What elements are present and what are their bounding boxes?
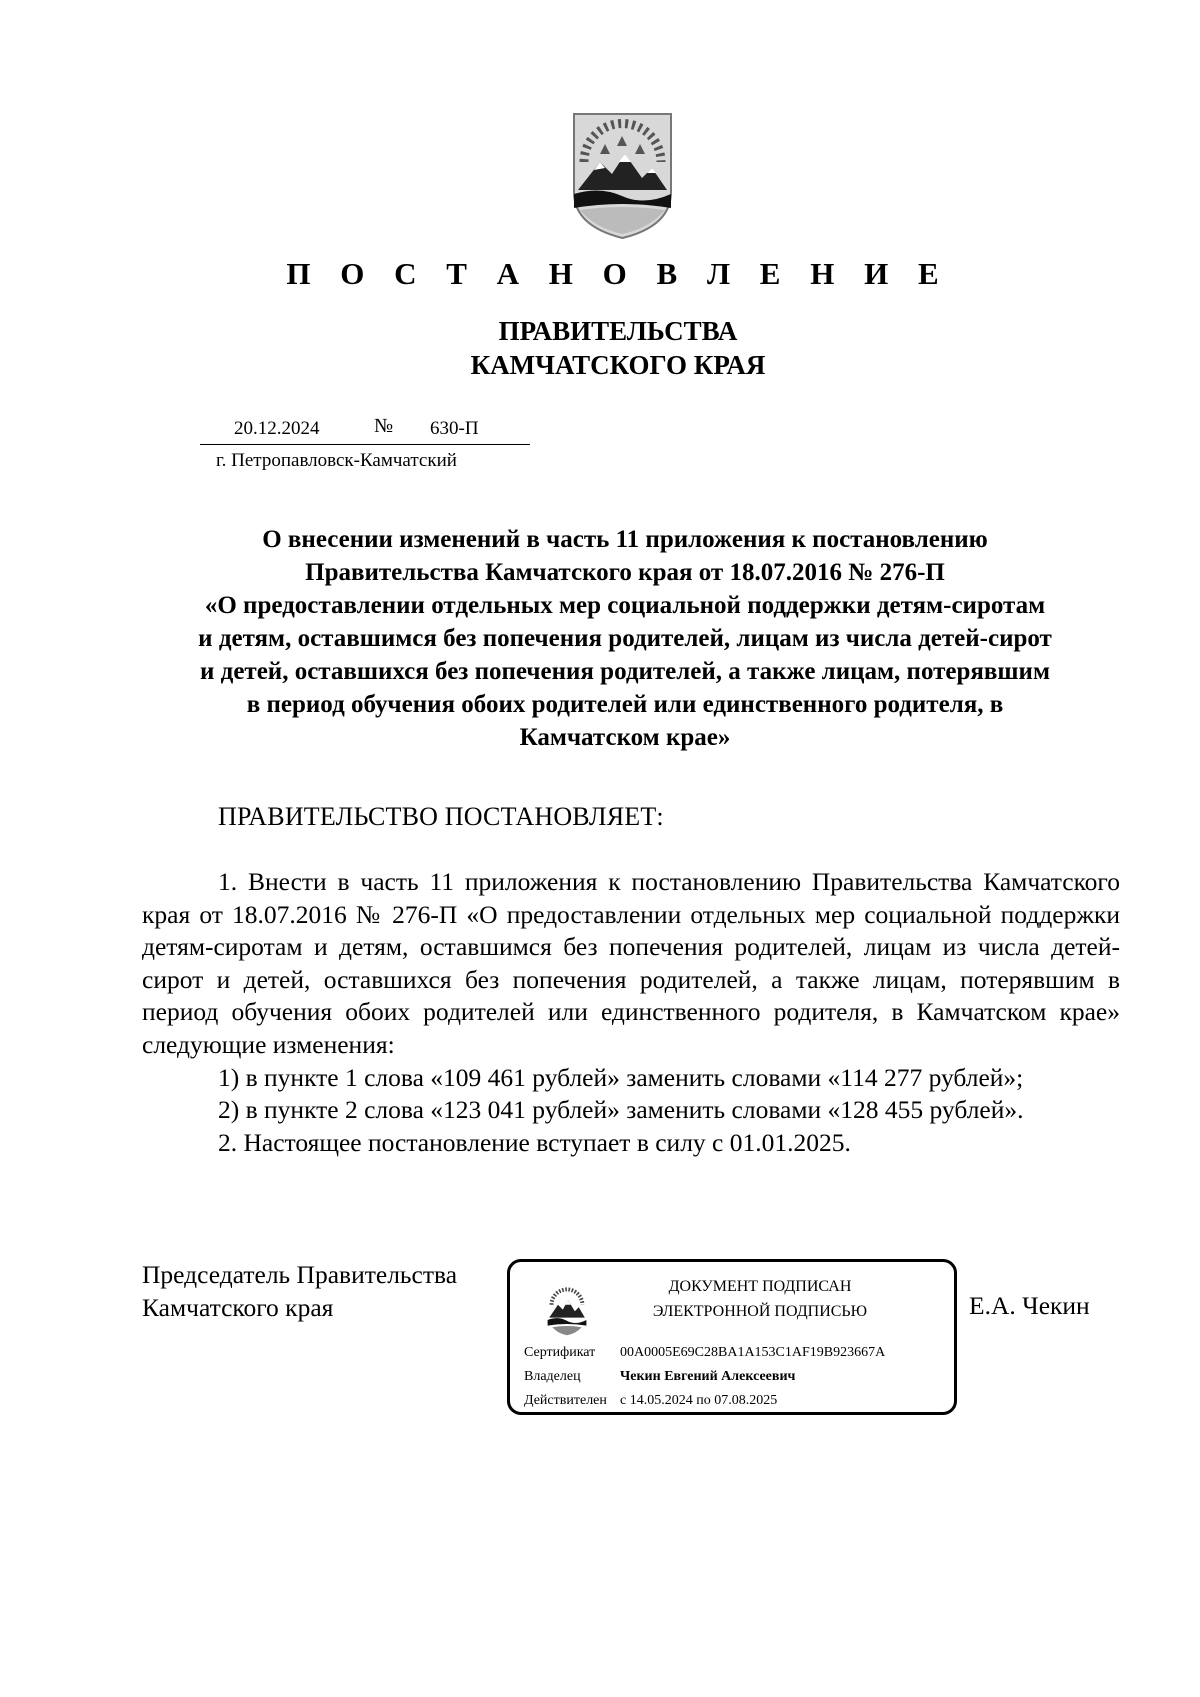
owner-value: Чекин Евгений Алексеевич xyxy=(620,1369,796,1384)
stamp-heading xyxy=(610,1274,910,1324)
issuer-line: ПРАВИТЕЛЬСТВА xyxy=(498,316,738,346)
electronic-signature-stamp xyxy=(507,1259,957,1415)
validity-label: Действителен xyxy=(524,1393,607,1408)
paragraph-1: 1. Внести в часть 11 приложения к постановлению Правительства Камчатского края от 18.07.2016 № 276-П «О предоставлении отдельных мер социальной поддержки детям-сиротам и детям, оставшимся без попечения родителей, лицам из числа детей-сирот и детей, оставшихся без попечения родителей, а также лицам, потерявшим в период обучения обоих родителей или единственного родителя, в Камчатском крае» следующие изменения: xyxy=(142,867,1120,1059)
document-title xyxy=(130,523,1120,754)
title-line: и детям, оставшимся без попечения родителей, лицам из числа детей-сирот xyxy=(198,625,1052,652)
title-line: «О предоставлении отдельных мер социальной поддержки детям-сиротам xyxy=(204,592,1046,619)
title-line: в период обучения обоих родителей или единственного родителя, в xyxy=(246,691,1004,718)
list-item: 2) в пункте 2 слова «123 041 рублей» заменить словами «128 455 рублей». xyxy=(218,1095,1024,1125)
date-number-row xyxy=(200,415,530,445)
stamp-heading-line: ДОКУМЕНТ ПОДПИСАН xyxy=(668,1278,852,1295)
title-line: Камчатском крае» xyxy=(519,724,731,751)
validity-value: с 14.05.2024 по 07.08.2025 xyxy=(620,1393,778,1408)
stamp-validity-row xyxy=(524,1393,777,1409)
coat-of-arms-icon xyxy=(546,1282,588,1338)
document-date: 20.12.2024 xyxy=(234,418,320,439)
title-line: О внесении изменений в часть 11 приложения к постановлению xyxy=(262,526,988,553)
certificate-value: 00A0005E69C28BA1A153C1AF19B923667A xyxy=(620,1345,886,1360)
stamp-certificate-row xyxy=(524,1345,885,1361)
position-line: Камчатского края xyxy=(142,1293,334,1322)
stamp-heading-line: ЭЛЕКТРОННОЙ ПОДПИСЬЮ xyxy=(652,1303,868,1320)
document-type: П О С Т А Н О В Л Е Н И Е xyxy=(286,256,950,291)
decree-heading: ПРАВИТЕЛЬСТВО ПОСТАНОВЛЯЕТ: xyxy=(218,802,664,831)
stamp-owner-row xyxy=(524,1369,795,1385)
document-number: 630-П xyxy=(430,418,479,439)
position-line: Председатель Правительства xyxy=(142,1260,458,1289)
owner-label: Владелец xyxy=(524,1369,581,1384)
paragraph-2: 2. Настоящее постановление вступает в силу с 01.01.2025. xyxy=(218,1127,851,1157)
signer-position xyxy=(142,1258,457,1324)
list-item: 1) в пункте 1 слова «109 461 рублей» заменить словами «114 277 рублей»; xyxy=(218,1062,1024,1092)
issuer-line: КАМЧАТСКОГО КРАЯ xyxy=(470,350,766,380)
document-body xyxy=(142,866,1120,1159)
kamchatka-coat-of-arms-icon xyxy=(570,110,675,240)
city: г. Петропавловск-Камчатский xyxy=(216,450,457,471)
number-sign: № xyxy=(374,415,394,437)
issuer xyxy=(0,314,1200,382)
signer-name: Е.А. Чекин xyxy=(969,1291,1090,1320)
certificate-label: Сертификат xyxy=(524,1345,596,1360)
title-line: и детей, оставшихся без попечения родителей, а также лицам, потерявшим xyxy=(200,658,1050,685)
title-line: Правительства Камчатского края от 18.07.2016 № 276-П xyxy=(305,559,945,586)
